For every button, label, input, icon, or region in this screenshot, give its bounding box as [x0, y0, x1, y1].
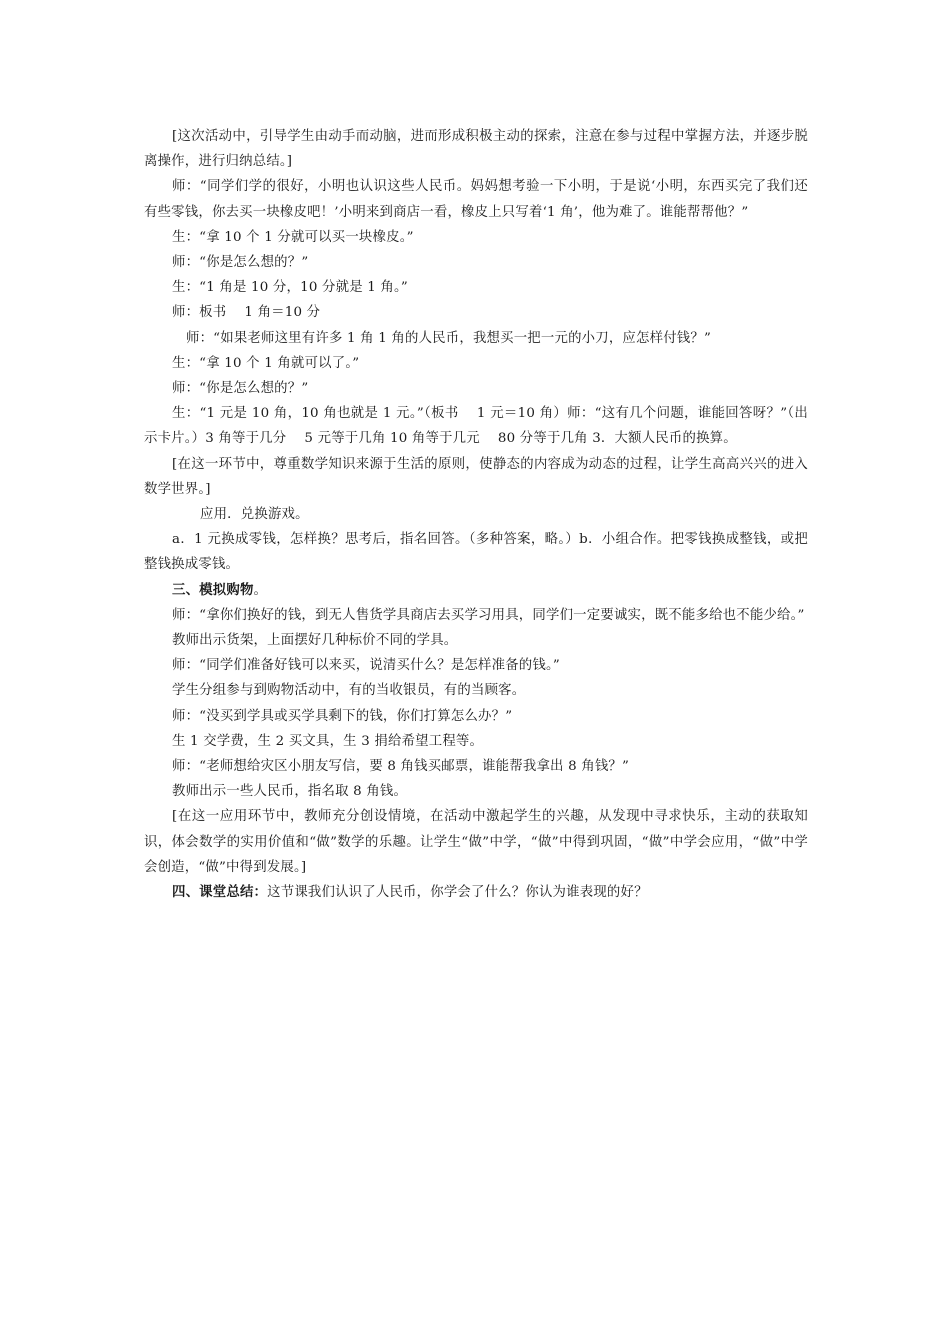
section-heading-shopping-title: 三、模拟购物 [172, 581, 254, 598]
paragraph-teacher-knife-question: 师：“如果老师这里有许多 1 角 1 角的人民币，我想买一把一元的小刀，应怎样付钱？” [186, 330, 712, 346]
paragraph-student-answer-3: 生：“拿 10 个 1 角就可以了。” [172, 355, 360, 371]
paragraph-student-uses: 生 1 交学费，生 2 买文具，生 3 捐给希望工程等。 [172, 733, 484, 749]
section-heading-summary-title: 四、课堂总结： [172, 884, 268, 901]
paragraph-teacher-leftover: 师：“没买到学具或买学具剩下的钱，你们打算怎么办？” [172, 708, 513, 724]
paragraph-board-note-1: 师：板书 1 角＝10 分 [172, 305, 321, 321]
paragraph-teacher-ask-1: 师：“你是怎么想的？” [172, 255, 309, 271]
paragraph-exchange-game: 应用．兑换游戏。 [200, 507, 309, 523]
paragraph-teacher-prepare: 师：“同学们准备好钱可以来买，说清买什么？是怎样准备的钱。” [172, 658, 560, 674]
section-heading-summary-text: 这节课我们认识了人民币，你学会了什么？你认为谁表现的好？ [267, 885, 648, 901]
paragraph-student-answer-4: 生：“1 元是 10 角，10 角也就是 1 元。”（板书 1 元＝10 角）师：“这有几个问题，谁能回答呀？”（出示卡片。）3 角等于几分 5 元等于几角 10 角等于几元 80 分等于几角 3．大额人民币的换算。 [144, 406, 808, 447]
paragraph-shelf-display: 教师出示货架，上面摆好几种标价不同的学具。 [172, 633, 458, 649]
paragraph-group-roles: 学生分组参与到购物活动中，有的当收银员，有的当顾客。 [172, 683, 526, 699]
paragraph-teacher-show-money: 教师出示一些人民币，指名取 8 角钱。 [172, 784, 408, 800]
paragraph-segment-note: [在这一环节中，尊重数学知识来源于生活的原则，使静态的内容成为动态的过程，让学生高高兴兴的进入数学世界。] [144, 456, 808, 497]
paragraph-activity-note: [这次活动中，引导学生由动手而动脑，进而形成积极主动的探索，注意在参与过程中掌握方法，并逐步脱离操作，进行归纳总结。] [144, 129, 808, 170]
paragraph-teacher-ask-2: 师：“你是怎么想的？” [172, 381, 309, 397]
document-page [144, 124, 808, 905]
section-heading-summary [144, 880, 808, 905]
paragraph-student-answer-2: 生：“1 角是 10 分，10 分就是 1 角。” [172, 280, 408, 296]
section-heading-shopping-tail: 。 [253, 582, 268, 598]
section-heading-shopping [144, 578, 808, 603]
paragraph-teacher-stamp: 师：“老师想给灾区小朋友写信，要 8 角钱买邮票，谁能帮我拿出 8 角钱？” [172, 759, 630, 775]
paragraph-teacher-eraser-question: 师：“同学们学的很好，小明也认识这些人民币。妈妈想考验一下小明，于是说‘小明，东西买完了我们还有些零钱，你去买一块橡皮吧！’小明来到商店一看，橡皮上只写着‘1 角’，他为难了。谁能帮帮他？” [144, 179, 808, 220]
paragraph-exchange-steps: a．1 元换成零钱，怎样换？思考后，指名回答。（多种答案，略。）b．小组合作。把零钱换成整钱，或把整钱换成零钱。 [144, 532, 808, 573]
paragraph-student-answer-1: 生：“拿 10 个 1 分就可以买一块橡皮。” [172, 229, 414, 245]
paragraph-application-note: [在这一应用环节中，教师充分创设情境，在活动中激起学生的兴趣，从发现中寻求快乐，主动的获取知识，体会数学的实用价值和“做”数学的乐趣。让学生“做”中学，“做”中得到巩固，“做”中学会应用，“做”中学会创造，“做”中得到发展。] [144, 809, 808, 875]
paragraph-teacher-shop-instructions: 师：“拿你们换好的钱，到无人售货学具商店去买学习用具，同学们一定要诚实，既不能多给也不能少给。” [172, 607, 805, 623]
